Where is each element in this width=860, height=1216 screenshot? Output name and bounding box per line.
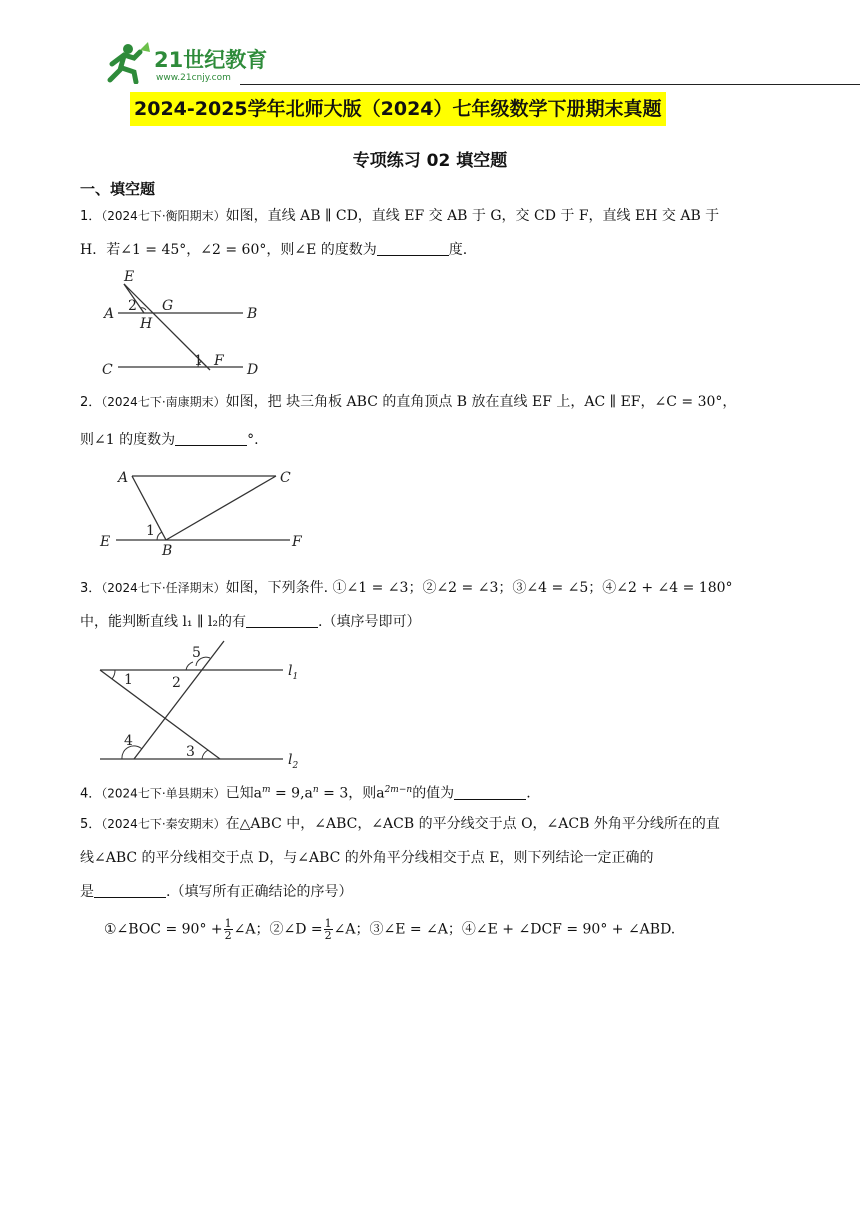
question-2-line-1 (80, 392, 785, 413)
angle-3-arc (202, 750, 208, 759)
header-rule (240, 84, 860, 85)
label-a: A (118, 470, 129, 486)
question-number: 4． (80, 786, 102, 802)
answer-blank[interactable] (175, 431, 247, 446)
question-3-line-1 (80, 578, 785, 599)
question-text: 线∠ABC 的平分线相交于点 D，与∠ABC 的外角平分线相交于点 E，则下列结论一定正确的 (80, 850, 654, 866)
line-bc (166, 476, 276, 540)
label-angle-1: 1 (194, 353, 203, 369)
label-g: G (162, 298, 174, 314)
question-text: 中，能判断直线 l₁ ∥ l₂的有 (80, 614, 246, 630)
label-angle-5: 5 (192, 645, 201, 661)
label-c: C (280, 470, 291, 486)
question-text: 在△ABC 中，∠ABC，∠ACB 的平分线交于点 O，∠ACB 外角平分线所在的直 (225, 816, 720, 832)
label-l1: $l_1$ (288, 663, 299, 682)
label-angle-3: 3 (186, 744, 195, 760)
angle-2-arc (186, 662, 193, 670)
question-text: .（填写所有正确结论的序号） (166, 884, 353, 900)
label-angle-1: 1 (124, 672, 133, 688)
answer-blank[interactable] (246, 613, 318, 628)
fraction-one-half: $\frac{1}{2}$ (224, 917, 232, 942)
option-2: ②∠D = (269, 921, 323, 938)
question-number: 5． (80, 817, 102, 832)
question-text: 则∠1 的度数为 (80, 432, 176, 448)
question-5-options: ①∠BOC = 90° + $\frac{1}{2}$ ∠A；②∠D = $\frac{1}{2}$ ∠A；③∠E = ∠A；④∠E + ∠DCF = 90° + ∠ABD. (104, 917, 676, 942)
page-header (100, 40, 780, 88)
label-e: E (124, 269, 135, 285)
label-h: H (140, 316, 153, 332)
label-l2: $l_2$ (288, 752, 299, 768)
label-angle-2: 2 (128, 298, 137, 314)
label-f: F (214, 353, 224, 369)
fraction-one-half: $\frac{1}{2}$ (324, 917, 332, 942)
logo-21cnjy (102, 40, 282, 84)
question-source: （2024七下·衡阳期末） (101, 209, 226, 223)
label-b: B (162, 543, 173, 555)
label-a: A (104, 306, 115, 322)
option-1: ①∠BOC = 90° + (104, 921, 223, 938)
angle-1-arc (157, 532, 162, 540)
question-number: 2． (80, 395, 102, 410)
section-heading: 一、填空题 (80, 180, 156, 198)
label-f: F (292, 534, 302, 550)
answer-blank[interactable] (454, 785, 526, 800)
question-source: （2024七下·单县期末） (101, 786, 226, 801)
question-text: H．若∠1 = 45°，∠2 = 60°，则∠E 的度数为 (80, 242, 377, 258)
transversal-2 (134, 641, 224, 759)
label-angle-1: 1 (146, 523, 155, 539)
question-3-line-2 (80, 612, 785, 632)
question-source: （2024七下·秦安期末） (101, 817, 226, 831)
figure-2-triangle (98, 460, 313, 555)
question-text: 如图，下列条件. ①∠1 = ∠3；②∠2 = ∠3；③∠4 = ∠5；④∠2 + ∠4 = 180° (225, 580, 733, 596)
runner-icon (110, 42, 150, 82)
transversal-1 (100, 670, 220, 759)
question-text: °. (247, 432, 259, 448)
option-3: ③∠E = ∠A； (369, 921, 462, 938)
question-5-line-3 (80, 882, 785, 902)
label-angle-4: 4 (124, 733, 133, 749)
question-2-line-2 (80, 430, 785, 450)
question-text: 是 (80, 884, 94, 900)
question-text: 度. (448, 242, 468, 258)
logo-url: www.21cnjy.com (156, 73, 231, 83)
question-text: .（填序号即可） (318, 614, 421, 630)
question-5-line-2 (80, 848, 785, 868)
question-text: 如图，把 块三角板 ABC 的直角顶点 B 放在直线 EF 上，AC ∥ EF，∠C = 30°， (225, 394, 737, 410)
label-c: C (102, 362, 113, 378)
exponent: 2m−n (384, 785, 413, 795)
label-d: D (247, 362, 259, 378)
question-text: . (526, 785, 531, 802)
question-number: 1． (80, 209, 102, 224)
document-title: 2024-2025学年北师大版（2024）七年级数学下册期末真题 (130, 92, 666, 126)
question-text: 如图，直线 AB ∥ CD，直线 EF 交 AB 于 G，交 CD 于 F，直线 EH 交 AB 于 (225, 208, 720, 224)
question-text: = 3，则a (318, 785, 385, 802)
figure-1-parallel-lines (98, 266, 268, 380)
logo-text: 21世纪教育 (154, 48, 268, 72)
exponent: n (312, 785, 319, 795)
angle-1-arc (112, 670, 115, 679)
exponent: m (262, 785, 271, 795)
figure-3-two-lines (98, 638, 313, 768)
question-text: 已知a (225, 785, 262, 802)
label-b: B (247, 306, 258, 322)
question-5-line-1 (80, 814, 785, 835)
question-number: 3． (80, 581, 102, 596)
question-text: 的值为 (412, 785, 455, 802)
label-e: E (100, 534, 111, 550)
question-4-line-1 (80, 780, 785, 805)
question-text: = 9,a (270, 785, 313, 802)
document-subtitle: 专项练习 02 填空题 (352, 151, 508, 171)
answer-blank[interactable] (94, 883, 166, 898)
question-source: （2024七下·任泽期末） (101, 581, 226, 595)
answer-blank[interactable] (377, 241, 449, 256)
question-source: （2024七下·南康期末） (101, 395, 226, 409)
question-1-line-2 (80, 240, 785, 260)
option-4: ④∠E + ∠DCF = 90° + ∠ABD. (461, 921, 676, 938)
label-angle-2: 2 (172, 675, 181, 691)
question-1-line-1 (80, 206, 785, 227)
